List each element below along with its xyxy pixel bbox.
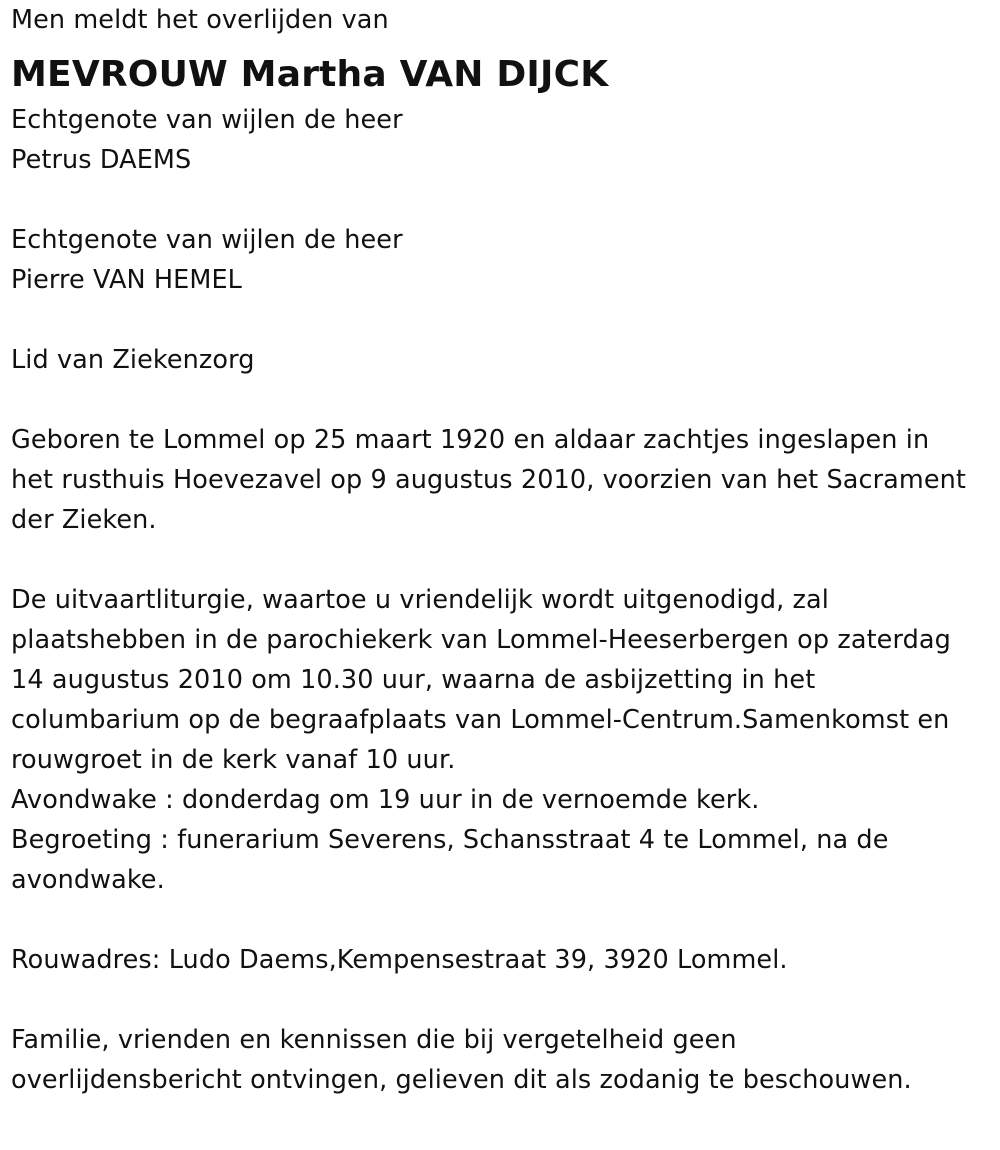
closing-line: overlijdensbericht ontvingen, gelieven dit als zodanig te beschouwen. (11, 1065, 912, 1095)
deceased-name: MEVROUW Martha VAN DIJCK (11, 54, 609, 95)
birth-line: Geboren te Lommel op 25 maart 1920 en aldaar zachtjes ingeslapen in (11, 425, 930, 455)
ceremony-paragraph (11, 580, 991, 900)
intro-text: Men meldt het overlijden van (11, 5, 389, 35)
spouse1-name: Petrus DAEMS (11, 145, 192, 175)
ceremony-line: rouwgroet in de kerk vanaf 10 uur. (11, 745, 456, 775)
ceremony-line: columbarium op de begraafplaats van Lommel-Centrum.Samenkomst en (11, 705, 950, 735)
ceremony-line: Avondwake : donderdag om 19 uur in de vernoemde kerk. (11, 785, 760, 815)
spouse2-label: Echtgenote van wijlen de heer (11, 225, 403, 255)
membership-text: Lid van Ziekenzorg (11, 345, 255, 375)
birth-line: der Zieken. (11, 505, 157, 535)
spouse1-label: Echtgenote van wijlen de heer (11, 105, 403, 135)
ceremony-line: plaatshebben in de parochiekerk van Lommel-Heeserbergen op zaterdag (11, 625, 951, 655)
birth-line: het rusthuis Hoevezavel op 9 augustus 2010, voorzien van het Sacrament (11, 465, 966, 495)
ceremony-line: avondwake. (11, 865, 165, 895)
ceremony-line: Begroeting : funerarium Severens, Schansstraat 4 te Lommel, na de (11, 825, 889, 855)
mourning-address: Rouwadres: Ludo Daems,Kempensestraat 39, 3920 Lommel. (11, 945, 788, 975)
obituary-notice (11, 0, 991, 1100)
spouse2-name: Pierre VAN HEMEL (11, 265, 242, 295)
ceremony-line: 14 augustus 2010 om 10.30 uur, waarna de asbijzetting in het (11, 665, 816, 695)
closing-paragraph (11, 1020, 991, 1100)
closing-line: Familie, vrienden en kennissen die bij vergetelheid geen (11, 1025, 737, 1055)
ceremony-line: De uitvaartliturgie, waartoe u vriendelijk wordt uitgenodigd, zal (11, 585, 829, 615)
birth-paragraph (11, 420, 991, 540)
